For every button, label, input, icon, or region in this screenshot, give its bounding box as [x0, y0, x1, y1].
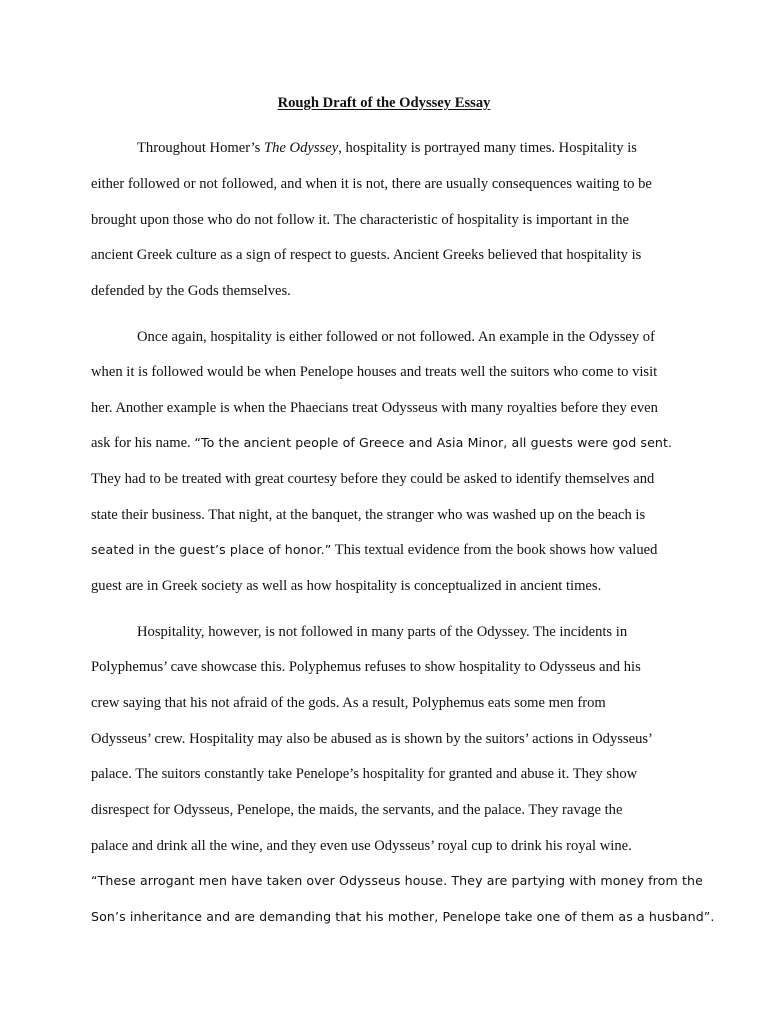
- paragraph-1-line: ancient Greek culture as a sign of respect to guests. Ancient Greeks believed that hospitality is: [91, 247, 642, 263]
- paragraph-1-line: brought upon those who do not follow it. The characteristic of hospitality is important in the: [91, 212, 629, 228]
- text-run: ask for his name.: [91, 435, 195, 451]
- paragraph-2-line: state their business. That night, at the banquet, the stranger who was washed up on the beach is: [91, 507, 646, 523]
- paragraph-3-line: Polyphemus’ cave showcase this. Polyphemus refuses to show hospitality to Odysseus and his: [91, 659, 641, 675]
- text-run: Throughout Homer’s: [137, 140, 265, 156]
- paragraph-2-line: her. Another example is when the Phaecians treat Odysseus with many royalties before they even: [91, 400, 658, 416]
- paragraph-3-line: Odysseus’ crew. Hospitality may also be abused as is shown by the suitors’ actions in Odysseus’: [91, 731, 653, 747]
- text-run: , hospitality is portrayed many times. Hospitality is: [338, 140, 637, 156]
- paragraph-3-line: crew saying that his not afraid of the gods. As a result, Polyphemus eats some men from: [91, 695, 606, 711]
- paragraph-2-line: [91, 540, 657, 560]
- quotation-text: Son’s inheritance and are demanding that his mother, Penelope take one of them as a husband”.: [91, 909, 715, 924]
- document-title: Rough Draft of the Odyssey Essay: [277, 95, 491, 111]
- paragraph-2-line: when it is followed would be when Penelope houses and treats well the suitors who come to visit: [91, 364, 658, 380]
- paragraph-3-line: palace and drink all the wine, and they even use Odysseus’ royal cup to drink his royal wine.: [91, 838, 632, 854]
- paragraph-2-line: guest are in Greek society as well as how hospitality is conceptualized in ancient times.: [91, 578, 602, 594]
- text-run: This textual evidence from the book shows how valued: [331, 542, 658, 558]
- paragraph-3-line: Hospitality, however, is not followed in many parts of the Odyssey. The incidents in: [137, 624, 628, 640]
- paragraph-3-line: disrespect for Odysseus, Penelope, the maids, the servants, and the palace. They ravage the: [91, 802, 623, 818]
- quotation-text: “To the ancient people of Greece and Asia Minor, all guests were god sent.: [194, 435, 673, 450]
- quotation-text: “These arrogant men have taken over Odysseus house. They are partying with money from the: [91, 873, 703, 888]
- book-title-italic: The Odyssey: [264, 140, 339, 156]
- paragraph-2-line: Once again, hospitality is either followed or not followed. An example in the Odyssey of: [137, 329, 655, 345]
- quotation-text: seated in the guest’s place of honor.”: [91, 542, 332, 557]
- paragraph-3-line: palace. The suitors constantly take Penelope’s hospitality for granted and abuse it. They show: [91, 766, 638, 782]
- paragraph-2-line: They had to be treated with great courtesy before they could be asked to identify themselves and: [91, 471, 655, 487]
- paragraph-1-line: defended by the Gods themselves.: [91, 283, 291, 299]
- paragraph-1-line: [137, 138, 637, 158]
- paragraph-2-line: [91, 433, 672, 453]
- paragraph-1-line: either followed or not followed, and when it is not, there are usually consequences waiting to be: [91, 176, 652, 192]
